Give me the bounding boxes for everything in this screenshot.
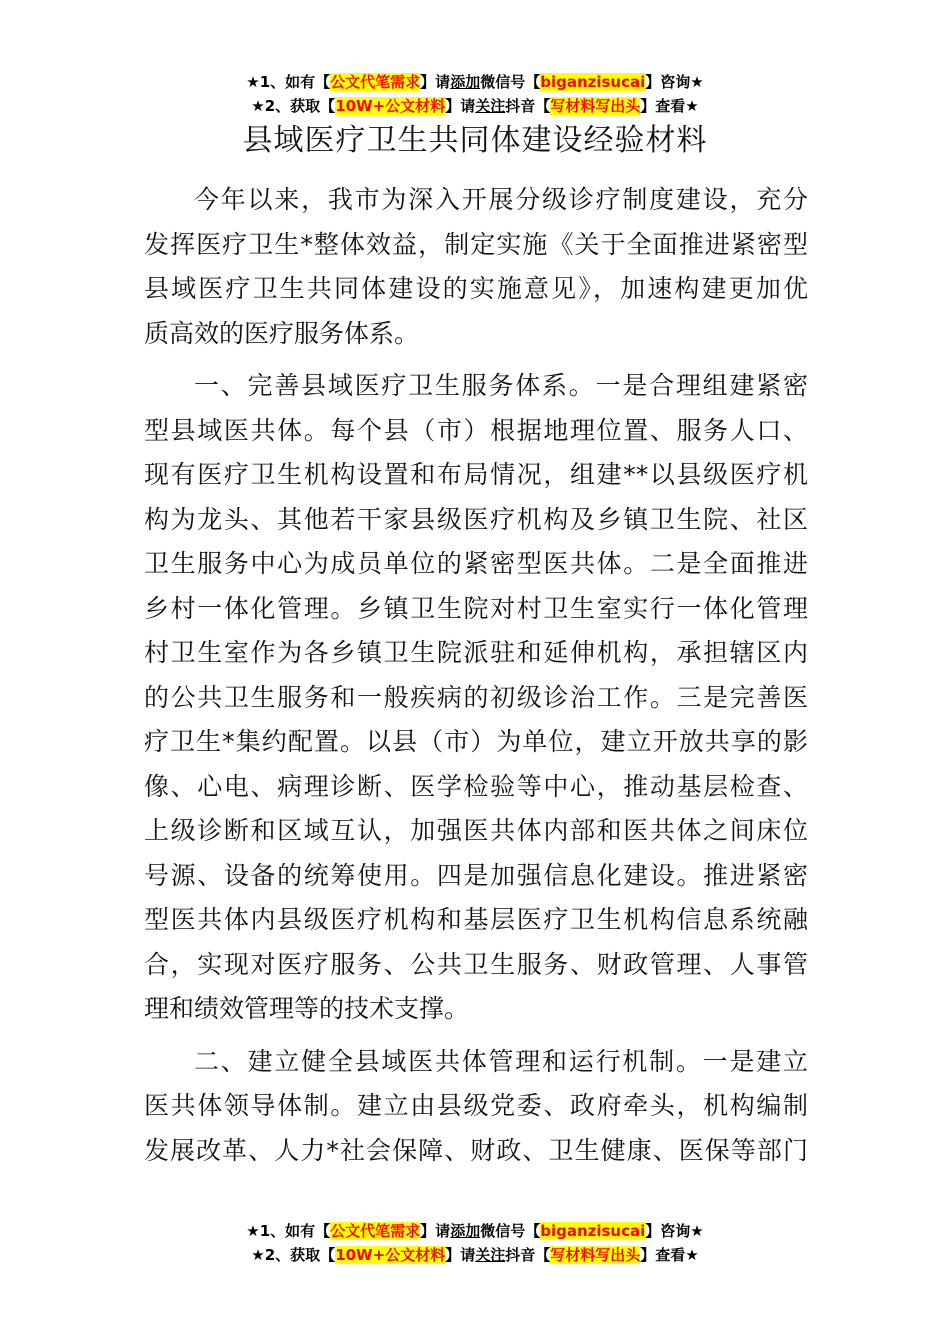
douyin-highlight: 写材料写出头	[550, 97, 641, 115]
banner-highlight: 公文代笔需求	[330, 1222, 421, 1240]
text-line: 卫生服务中心为成员单位的紧密型医共体。二是全面推进	[144, 549, 808, 578]
banner-text: 】请	[445, 1246, 476, 1264]
text-line: 二、建立健全县域医共体管理和运行机制。一是建立	[194, 1046, 808, 1076]
text-line: 一、完善县域医疗卫生服务体系。一是合理组建紧密	[194, 371, 808, 400]
top-banner	[0, 70, 950, 118]
banner-line-2	[0, 94, 950, 118]
text-line: 型医共体内县级医疗机构和基层医疗卫生机构信息系统融	[144, 905, 808, 934]
text-line: 今年以来，我市为深入开展分级诊疗制度建设，充分	[194, 185, 808, 214]
banner-text: 抖音【	[505, 97, 551, 115]
banner-text: ★2、获取【	[251, 1246, 336, 1264]
banner-text: ★2、获取【	[251, 97, 336, 115]
banner-text: 】查看★	[640, 1246, 699, 1264]
paragraph	[144, 178, 808, 356]
text-line: 现有医疗卫生机构设置和布局情况，组建**以县级医疗机	[144, 460, 808, 489]
banner-highlight: 10W+公文材料	[335, 97, 446, 115]
text-line: 医共体领导体制。建立由县级党委、政府牵头，机构编制	[144, 1091, 808, 1120]
text-line: 构为龙头、其他若干家县级医疗机构及乡镇卫生院、社区	[144, 504, 808, 534]
wechat-id-highlight: biganzisucai	[540, 1222, 646, 1240]
text-line: 质高效的医疗服务体系。	[144, 318, 420, 348]
document-title: 县域医疗卫生共同体建设经验材料	[242, 123, 708, 158]
text-line: 型县域医共体。每个县（市）根据地理位置、服务人口、	[144, 415, 808, 445]
banner-text: 】请	[445, 97, 476, 115]
document-body	[144, 178, 808, 1181]
text-line: 县域医疗卫生共同体建设的实施意见》，加速构建更加优	[144, 274, 808, 303]
text-line: 合，实现对医疗服务、公共卫生服务、财政管理、人事管	[144, 949, 808, 979]
text-line: 像、心电、病理诊断、医学检验等中心，推动基层检查、	[144, 771, 808, 801]
banner-text: ★1、如有【	[246, 1222, 331, 1240]
banner-text: 微信号【	[480, 73, 541, 91]
bottom-banner	[0, 1219, 950, 1267]
text-line: 上级诊断和区域互认，加强医共体内部和医共体之间床位	[144, 816, 808, 845]
banner-text: 】请	[420, 73, 451, 91]
banner-line-2	[0, 1243, 950, 1267]
banner-line-1	[0, 1219, 950, 1243]
banner-text: 】咨询★	[645, 1222, 704, 1240]
paragraph	[144, 364, 808, 1032]
banner-text: ★1、如有【	[246, 73, 331, 91]
banner-highlight: 10W+公文材料	[335, 1246, 446, 1264]
text-line: 理和绩效管理等的技术支撑。	[144, 994, 470, 1023]
text-line: 乡村一体化管理。乡镇卫生院对村卫生室实行一体化管理	[144, 593, 808, 623]
banner-highlight: 公文代笔需求	[330, 73, 421, 91]
banner-text: 关注	[475, 97, 506, 115]
banner-text: 微信号【	[480, 1222, 541, 1240]
banner-text: 关注	[475, 1246, 506, 1264]
banner-line-1	[0, 70, 950, 94]
banner-text: 添加	[450, 73, 481, 91]
text-line: 号源、设备的统筹使用。四是加强信息化建设。推进紧密	[144, 860, 808, 890]
text-line: 的公共卫生服务和一般疾病的初级诊治工作。三是完善医	[144, 682, 808, 712]
banner-text: 添加	[450, 1222, 481, 1240]
banner-text: 】咨询★	[645, 73, 704, 91]
douyin-highlight: 写材料写出头	[550, 1246, 641, 1264]
paragraph	[144, 1040, 808, 1174]
text-line: 疗卫生*集约配置。以县（市）为单位，建立开放共享的影	[144, 727, 808, 756]
banner-text: 】查看★	[640, 97, 699, 115]
text-line: 村卫生室作为各乡镇卫生院派驻和延伸机构，承担辖区内	[144, 638, 808, 667]
text-line: 发挥医疗卫生*整体效益，制定实施《关于全面推进紧密型	[144, 229, 808, 259]
banner-text: 】请	[420, 1222, 451, 1240]
banner-text: 抖音【	[505, 1246, 551, 1264]
wechat-id-highlight: biganzisucai	[540, 73, 646, 91]
text-line: 发展改革、人力*社会保障、财政、卫生健康、医保等部门	[144, 1135, 808, 1165]
